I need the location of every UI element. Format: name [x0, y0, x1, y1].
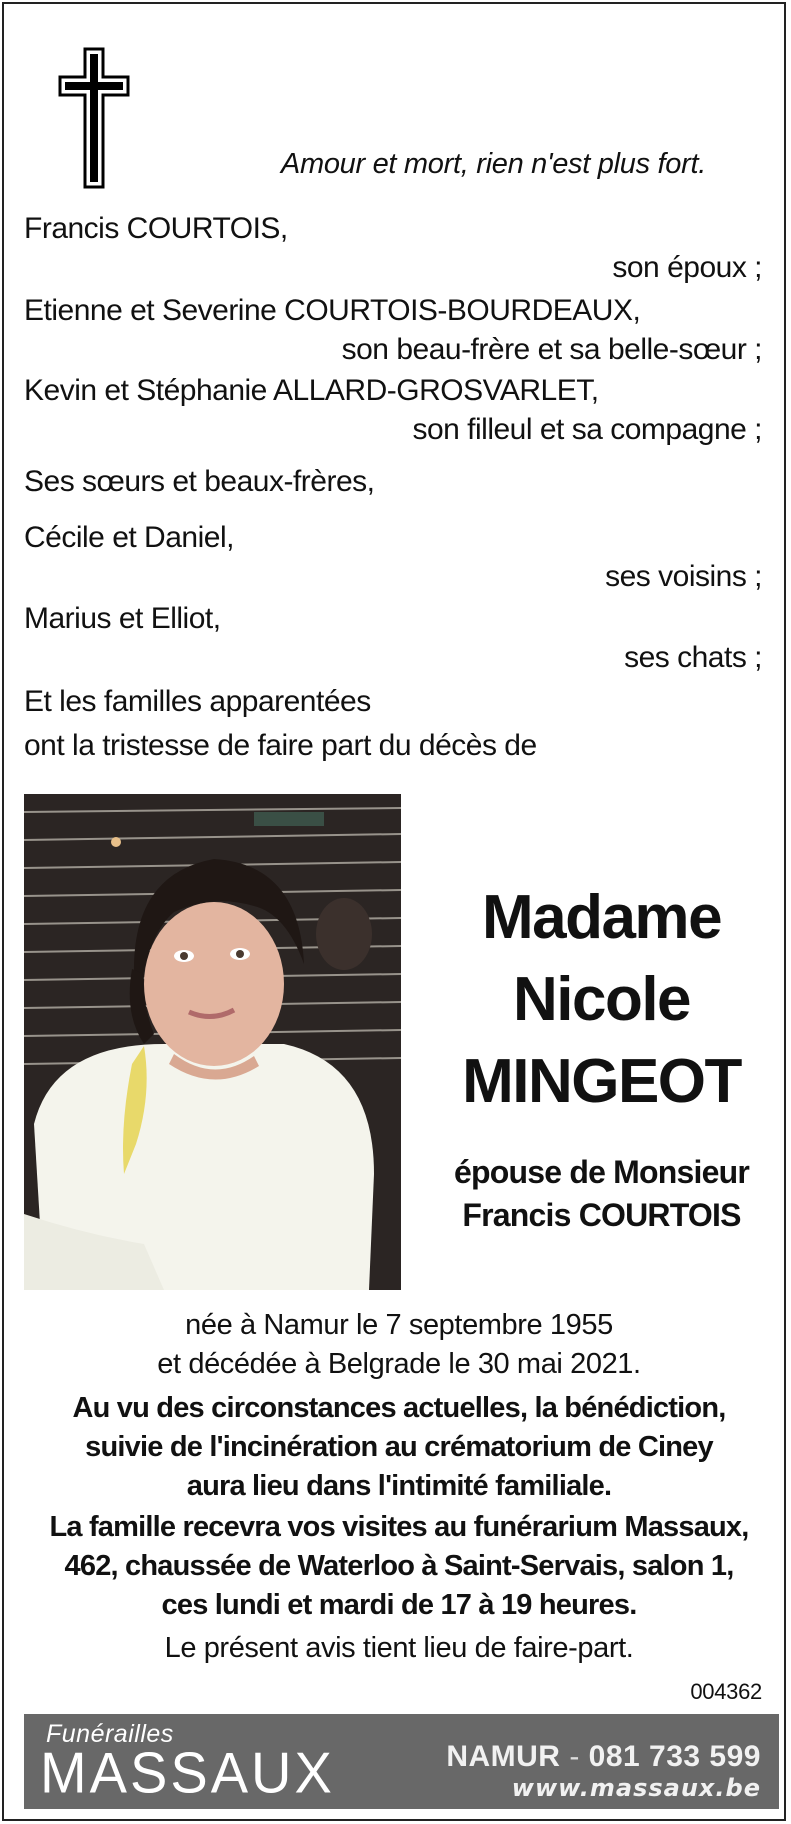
death-line: et décédée à Belgrade le 30 mai 2021. — [157, 1348, 641, 1380]
family-line: Marius et Elliot, — [24, 602, 221, 635]
family-relation: son beau-frère et sa belle-sœur ; — [341, 333, 762, 366]
website-link[interactable]: www.massaux.be — [511, 1774, 761, 1802]
cross-icon — [58, 47, 130, 189]
family-line: Etienne et Severine COURTOIS-BOURDEAUX, — [24, 294, 641, 327]
deceased-last-name: MINGEOT — [462, 1047, 741, 1116]
ceremony-line: suivie de l'incinération au crématorium de Ciney — [85, 1431, 713, 1463]
separator: - — [569, 1740, 580, 1773]
birth-line: née à Namur le 7 septembre 1955 — [185, 1309, 613, 1341]
brand-name: MASSAUX — [40, 1740, 335, 1805]
family-relation: son filleul et sa compagne ; — [412, 413, 762, 446]
ceremony-info — [24, 1389, 774, 1506]
family-line: Et les familles apparentées — [24, 685, 371, 718]
portrait-photo — [24, 794, 401, 1290]
family-line: Francis COURTOIS, — [24, 212, 288, 245]
funeral-home-banner — [24, 1714, 779, 1809]
visits-line: 462, chaussée de Waterloo à Saint-Servais, salon 1, — [64, 1550, 734, 1582]
motto: Amour et mort, rien n'est plus fort. — [280, 148, 706, 180]
visits-info — [24, 1508, 774, 1625]
reference-number: 004362 — [690, 1679, 762, 1704]
family-line: ont la tristesse de faire part du décès de — [24, 729, 537, 762]
family-relation: son époux ; — [612, 251, 762, 284]
family-relation: ses voisins ; — [605, 560, 762, 593]
spouse-info — [424, 1151, 779, 1237]
obituary-notice — [2, 2, 786, 1821]
deceased-first-name: Nicole — [512, 965, 691, 1034]
ceremony-line: Au vu des circonstances actuelles, la bénédiction, — [72, 1392, 726, 1424]
ceremony-line: aura lieu dans l'intimité familiale. — [186, 1470, 612, 1502]
birth-death-info — [24, 1306, 774, 1384]
city-name: NAMUR — [446, 1740, 561, 1773]
family-line: Cécile et Daniel, — [24, 521, 234, 554]
family-line: Ses sœurs et beaux-frères, — [24, 465, 375, 498]
visits-line: ces lundi et mardi de 17 à 19 heures. — [161, 1589, 637, 1621]
brand-subtitle: Funérailles — [46, 1720, 174, 1748]
notice-line: Le présent avis tient lieu de faire-part. — [164, 1632, 634, 1664]
visits-line: La famille recevra vos visites au funérarium Massaux, — [49, 1511, 749, 1543]
family-relation: ses chats ; — [624, 641, 762, 674]
family-line: Kevin et Stéphanie ALLARD-GROSVARLET, — [24, 374, 599, 407]
spouse-name: Francis COURTOIS — [462, 1197, 741, 1233]
spouse-line: épouse de Monsieur — [454, 1154, 749, 1190]
deceased-title: Madame — [481, 883, 722, 952]
phone-number: 081 733 599 — [588, 1740, 761, 1773]
contact-line — [446, 1740, 761, 1774]
